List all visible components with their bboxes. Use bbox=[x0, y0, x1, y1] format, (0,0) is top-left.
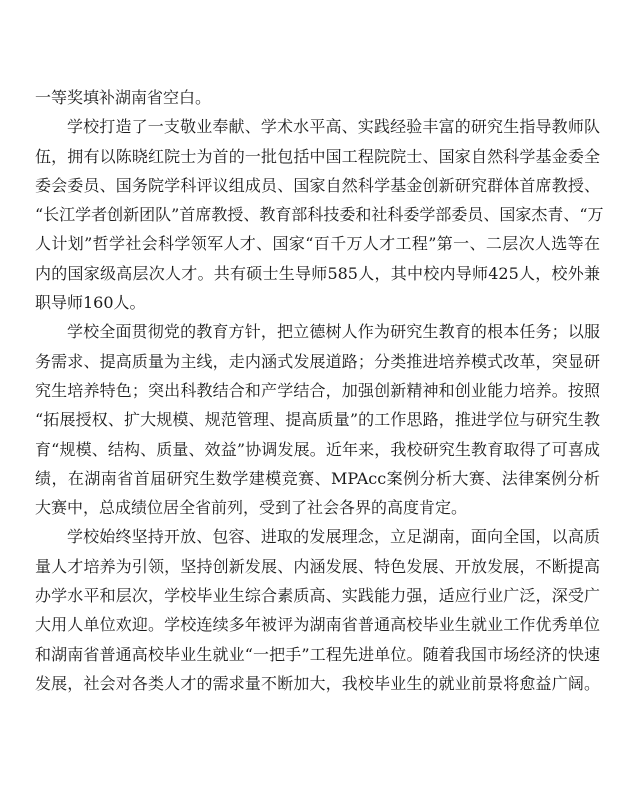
paragraph-line: 委会委员、国务院学科评议组成员、国家自然科学基金创新研究群体首席教授、 bbox=[35, 175, 600, 195]
paragraph-line: 大用人单位欢迎。学校连续多年被评为湖南省普通高校毕业生就业工作优秀单位 bbox=[35, 615, 600, 635]
paragraph-line: “长江学者创新团队”首席教授、教育部科技委和社科委学部委员、国家杰青、“万 bbox=[35, 205, 604, 225]
paragraph-line: 大赛中，总成绩位居全省前列，受到了社会各界的高度肯定。 bbox=[35, 498, 468, 518]
paragraph-line: 学校始终坚持开放、包容、进取的发展理念，立足湖南，面向全国，以高质 bbox=[67, 527, 600, 547]
paragraph-line: 伍，拥有以陈晓红院士为首的一批包括中国工程院院士、国家自然科学基金委全 bbox=[35, 146, 600, 166]
paragraph-line: 务需求、提高质量为主线，走内涵式发展道路；分类推进培养模式改革，突显研 bbox=[35, 351, 600, 371]
paragraph-education-policy bbox=[35, 317, 600, 522]
paragraph-line: 内的国家级高层次人才。共有硕士生导师585人，其中校内导师425人，校外兼 bbox=[35, 263, 600, 283]
paragraph-line: 究生培养特色；突出科教结合和产学结合，加强创新精神和创业能力培养。按照 bbox=[35, 380, 600, 400]
paragraph-line: 办学水平和层次，学校毕业生综合素质高、实践能力强，适应行业广泛，深受广 bbox=[35, 586, 600, 606]
paragraph-line: 量人才培养为引领，坚持创新发展、内涵发展、特色发展、开放发展，不断提高 bbox=[35, 556, 600, 576]
paragraph-line: 学校打造了一支敬业奉献、学术水平高、实践经验丰富的研究生指导教师队 bbox=[67, 117, 600, 137]
paragraph-line: 育“规模、结构、质量、效益”协调发展。近年来，我校研究生教育取得了可喜成 bbox=[35, 439, 600, 459]
paragraph-line: 学校全面贯彻党的教育方针，把立德树人作为研究生教育的根本任务；以服 bbox=[67, 322, 600, 342]
paragraph-line: “拓展授权、扩大规模、规范管理、提高质量”的工作思路，推进学位与研究生教 bbox=[35, 410, 600, 430]
paragraph-faculty bbox=[35, 112, 604, 317]
paragraph-line: 绩，在湖南省首届研究生数学建模竞赛、MPAcc案例分析大赛、法律案例分析 bbox=[35, 468, 600, 488]
paragraph-award-continuation bbox=[35, 83, 600, 112]
paragraph-line: 职导师160人。 bbox=[35, 293, 146, 313]
paragraph-employment bbox=[35, 522, 600, 698]
paragraph-line: 人计划”哲学社会科学领军人才、国家“百千万人才工程”第一、二层次人选等在 bbox=[35, 234, 600, 254]
document-page bbox=[35, 83, 604, 698]
paragraph-line: 一等奖填补湖南省空白。 bbox=[35, 88, 212, 107]
paragraph-line: 和湖南省普通高校毕业生就业“一把手”工程先进单位。随着我国市场经济的快速 bbox=[35, 644, 600, 664]
paragraph-line: 发展，社会对各类人才的需求量不断加大，我校毕业生的就业前景将愈益广阔。 bbox=[35, 673, 600, 693]
